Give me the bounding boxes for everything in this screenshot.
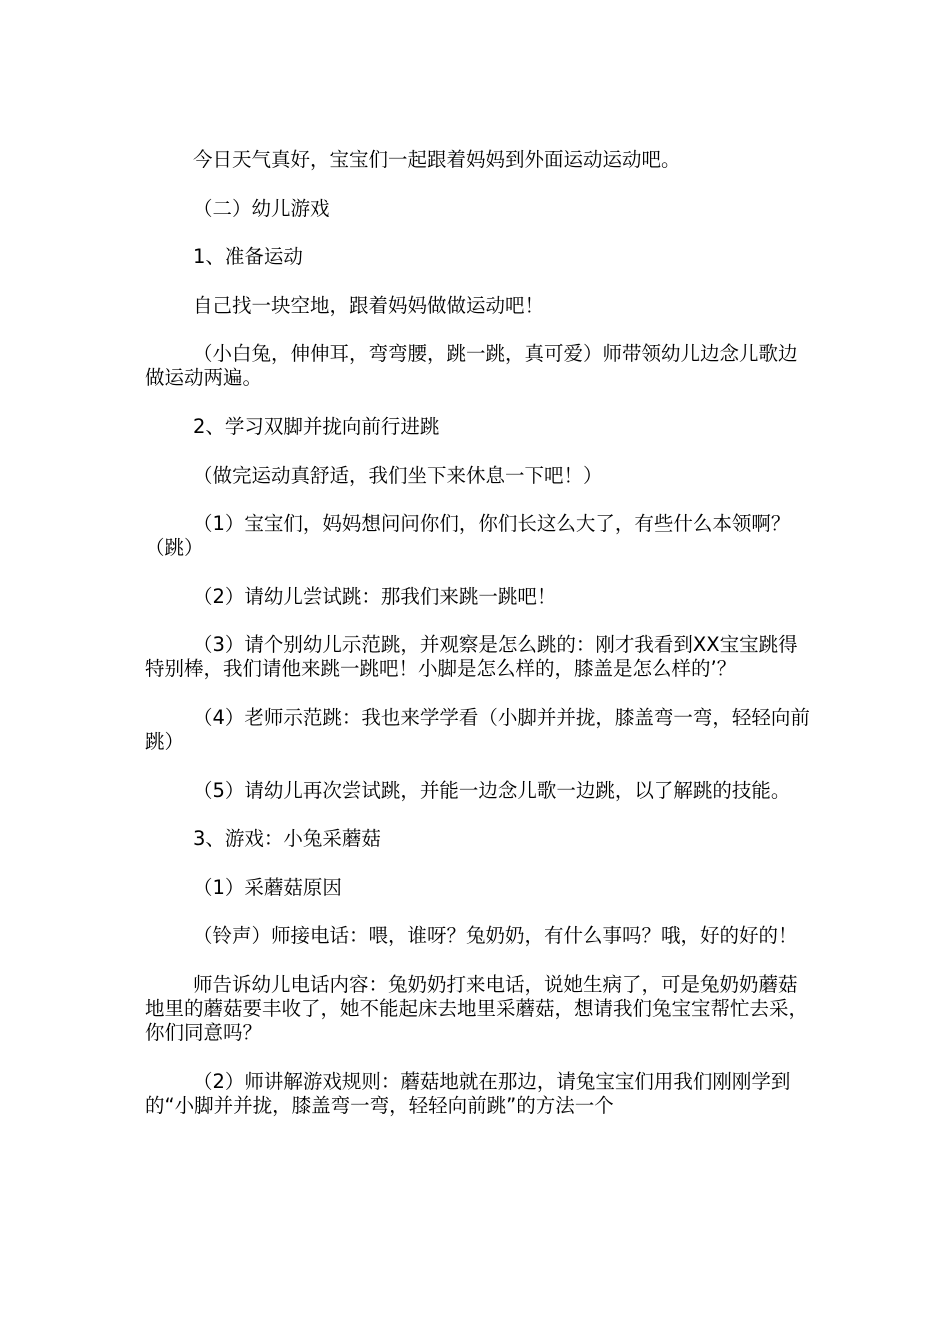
paragraph-16: 师告诉幼儿电话内容：兔奶奶打来电话，说她生病了，可是兔奶奶蘑菇地里的蘑菇要丰收了，她不能起床去地里采蘑菇，想请我们兔宝宝帮忙去采，你们同意吗？ bbox=[145, 972, 809, 1044]
paragraph-6: 2、学习双脚并拢向前行进跳 bbox=[193, 414, 440, 438]
paragraph-7: （做完运动真舒适，我们坐下来休息一下吧！） bbox=[193, 463, 603, 487]
paragraph-14: （1）采蘑菇原因 bbox=[193, 875, 342, 899]
paragraph-2: （二）幼儿游戏 bbox=[193, 196, 330, 220]
paragraph-8: （1）宝宝们，妈妈想问问你们，你们长这么大了，有些什么本领啊？（跳） bbox=[145, 512, 791, 560]
paragraph-9: （2）请幼儿尝试跳：那我们来跳一跳吧！ bbox=[193, 584, 557, 608]
paragraph-3: 1、准备运动 bbox=[193, 245, 303, 269]
paragraph-4: 自己找一块空地，跟着妈妈做做运动吧！ bbox=[193, 293, 545, 317]
paragraph-17: （2）师讲解游戏规则：蘑菇地就在那边，请兔宝宝们用我们刚刚学到的“小脚并并拢，膝盖弯一弯，轻轻向前跳”的方法一个 bbox=[145, 1069, 791, 1117]
paragraph-11: （4）老师示范跳：我也来学学看（小脚并并拢，膝盖弯一弯，轻轻向前跳） bbox=[145, 705, 810, 753]
paragraph-10: （3）请个别幼儿示范跳，并观察是怎么跳的：刚才我看到XX宝宝跳得特别棒，我们请他来跳一跳吧！小脚是怎么样的，膝盖是怎么样的’？ bbox=[145, 633, 798, 681]
paragraph-13: 3、游戏：小兔采蘑菇 bbox=[193, 827, 381, 851]
paragraph-12: （5）请幼儿再次尝试跳，并能一边念儿歌一边跳，以了解跳的技能。 bbox=[193, 778, 791, 802]
paragraph-1: 今日天气真好，宝宝们一起跟着妈妈到外面运动运动吧。 bbox=[193, 148, 681, 171]
document-body bbox=[145, 148, 810, 1142]
paragraph-15: （铃声）师接电话：喂，谁呀？兔奶奶，有什么事吗？哦，好的好的！ bbox=[193, 924, 798, 948]
paragraph-5: （小白兔，伸伸耳，弯弯腰，跳一跳，真可爱）师带领幼儿边念儿歌边做运动两遍。 bbox=[145, 342, 798, 390]
